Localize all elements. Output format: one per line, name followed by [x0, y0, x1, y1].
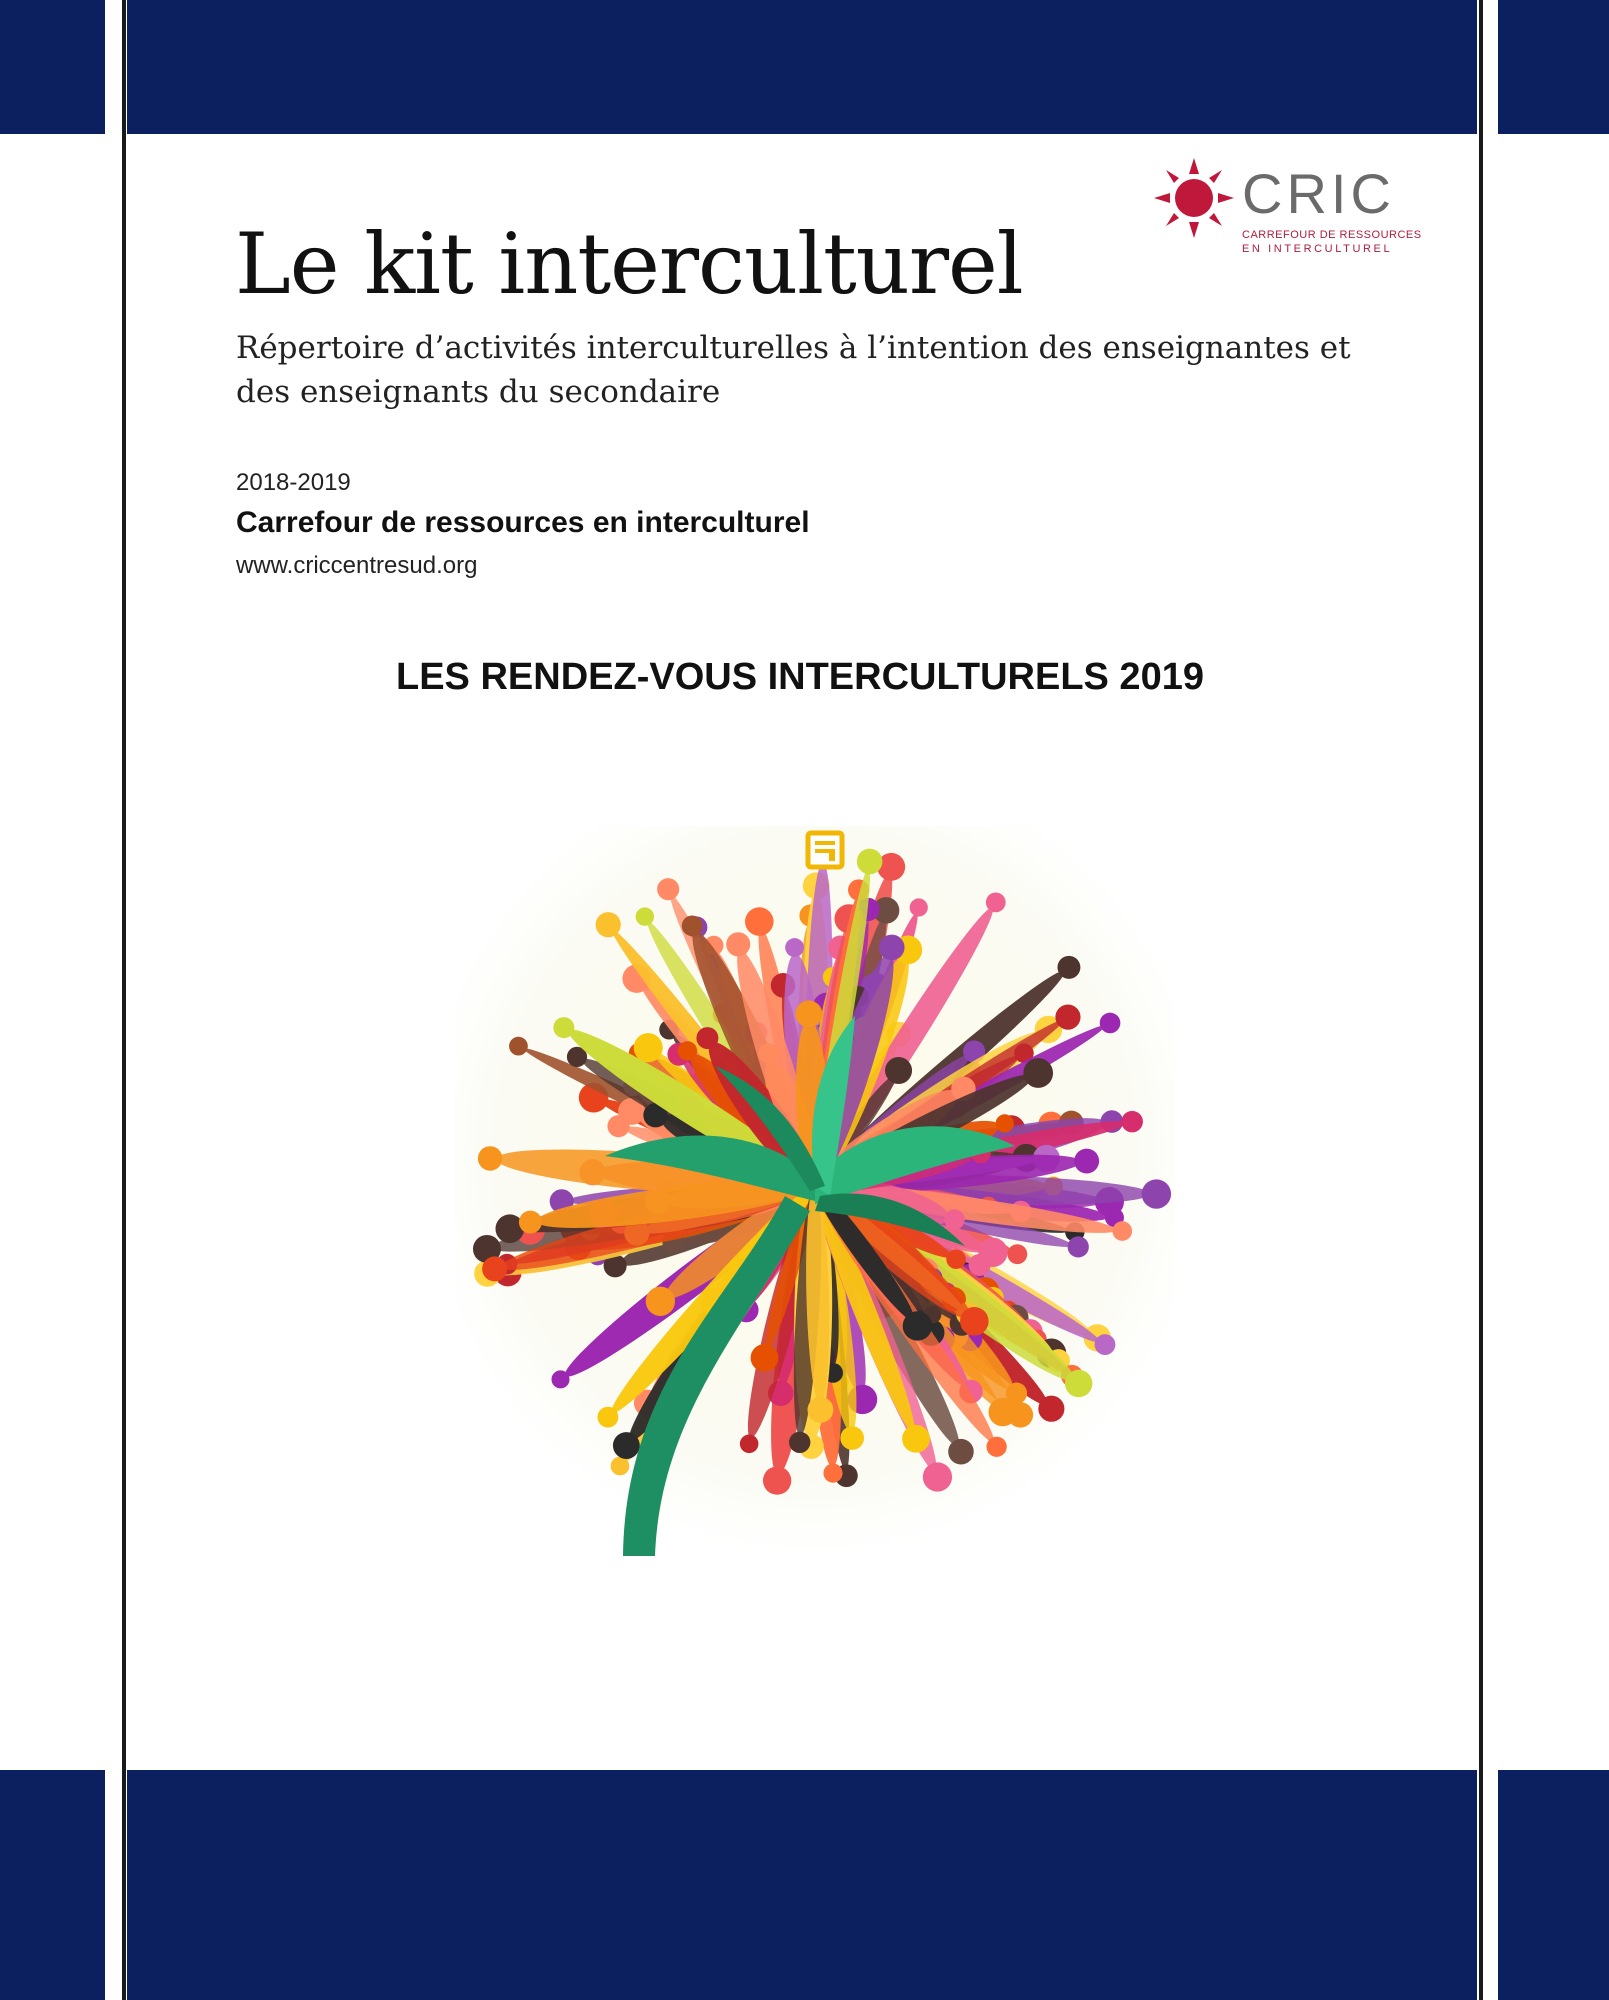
flower-petal-tip — [646, 1287, 675, 1316]
flower-petal-tip — [989, 1398, 1017, 1426]
flower-petal-tip — [1074, 1149, 1099, 1174]
flower-petal-tip — [946, 1249, 966, 1269]
flower-petal-tip — [519, 1211, 542, 1234]
flower-petal-tip — [840, 1426, 864, 1450]
page-edge-left — [122, 0, 126, 2000]
event-heading: LES RENDEZ-VOUS INTERCULTURELS 2019 — [396, 656, 1204, 698]
flower-petal-tip — [902, 1425, 930, 1453]
document-title: Le kit interculturel — [235, 215, 1023, 313]
cric-logo — [1150, 156, 1422, 266]
flower-petal-tip — [1007, 1244, 1027, 1264]
website-link[interactable]: www.criccentresud.org — [236, 552, 478, 579]
flower-petal-tip — [553, 1017, 574, 1038]
document-subtitle: Répertoire d’activités interculturelles à l’intention des enseignantes et des enseignants du secondaire — [236, 330, 1351, 410]
flower-petal-tip — [807, 1397, 833, 1423]
flower-petal-tip — [1057, 956, 1080, 979]
page-edge-right — [1479, 0, 1483, 2000]
flower-petal-tip — [682, 916, 703, 937]
bottom-band-left — [0, 1770, 105, 2000]
flower-petal-tip — [596, 912, 621, 937]
flower-petal-tip — [996, 1114, 1014, 1132]
flower-petal-tip — [903, 1311, 932, 1340]
flower-petal-tip — [551, 1370, 569, 1388]
flower-petal-tip — [789, 1432, 810, 1453]
flower-petal-tip — [678, 1041, 697, 1060]
flower-petal-tip — [986, 893, 1006, 913]
top-band-left — [0, 0, 105, 134]
document-year: 2018-2019 — [236, 469, 351, 496]
flower-petal-tip — [1100, 1013, 1121, 1034]
flower-petal-tip — [795, 1000, 822, 1027]
bottom-band-center — [127, 1770, 1477, 2000]
flower-petal-tip — [879, 935, 905, 961]
flower-petal-tip — [910, 898, 928, 916]
flower-petal-tip — [944, 1209, 965, 1230]
flower-petal-tip — [751, 1344, 779, 1372]
flower-petal-tip — [636, 907, 654, 925]
flower-petal-tip — [597, 1407, 618, 1428]
flower-petal-tip — [763, 1466, 791, 1494]
flower-petal-tip — [1095, 1334, 1116, 1355]
top-band-center — [127, 0, 1477, 134]
flower-petal-tip — [1121, 1111, 1143, 1133]
flower-petal-tip — [611, 1457, 630, 1476]
top-band-right — [1498, 0, 1609, 134]
flower-petal-tip — [969, 1254, 991, 1276]
logo-tagline-line-1: CARREFOUR DE RESSOURCES — [1242, 229, 1422, 241]
flower-petal-tip — [696, 1027, 718, 1049]
flower-petal-tip — [509, 1037, 528, 1056]
flower-petal-tip — [1038, 1396, 1064, 1422]
flower-petal-tip — [613, 1432, 640, 1459]
flower-petal-tip — [745, 907, 774, 936]
flower-petal-tip — [1065, 1370, 1092, 1397]
bottom-band-right — [1498, 1770, 1609, 2000]
logo-wordmark: CRIC — [1242, 162, 1395, 225]
organization-name: Carrefour de ressources en interculturel — [236, 506, 810, 539]
sun-logo-icon — [1152, 156, 1236, 240]
flower-petal-tip — [634, 1033, 663, 1062]
flower-petal-tip — [1142, 1179, 1171, 1208]
flower-petal-tip — [726, 932, 750, 956]
flower-petal-tip — [1068, 1236, 1089, 1257]
flower-petal-tip — [986, 1437, 1006, 1457]
flower-petal-tip — [785, 938, 804, 957]
logo-tagline-line-2: EN INTERCULTUREL — [1242, 243, 1393, 255]
flower-petal-tip — [885, 1057, 912, 1084]
flower-petal-tip — [1112, 1221, 1132, 1241]
flower-petal-tip — [948, 1439, 974, 1465]
flower-illustration — [455, 826, 1175, 1556]
flower-petal-tip — [960, 1307, 989, 1336]
flower-petal-tip — [823, 1464, 842, 1483]
flower-petal-tip — [740, 1435, 759, 1454]
flower-petal-tip — [923, 1462, 952, 1491]
flower-petal-tip — [482, 1256, 507, 1281]
comment-note-icon[interactable] — [805, 830, 845, 870]
flower-petal-tip — [1023, 1058, 1053, 1088]
flower-petal-tip — [857, 849, 883, 875]
flower-petal-tip — [1055, 1005, 1080, 1030]
flower-petal-tip — [478, 1146, 503, 1171]
flower-petal-tip — [657, 878, 679, 900]
